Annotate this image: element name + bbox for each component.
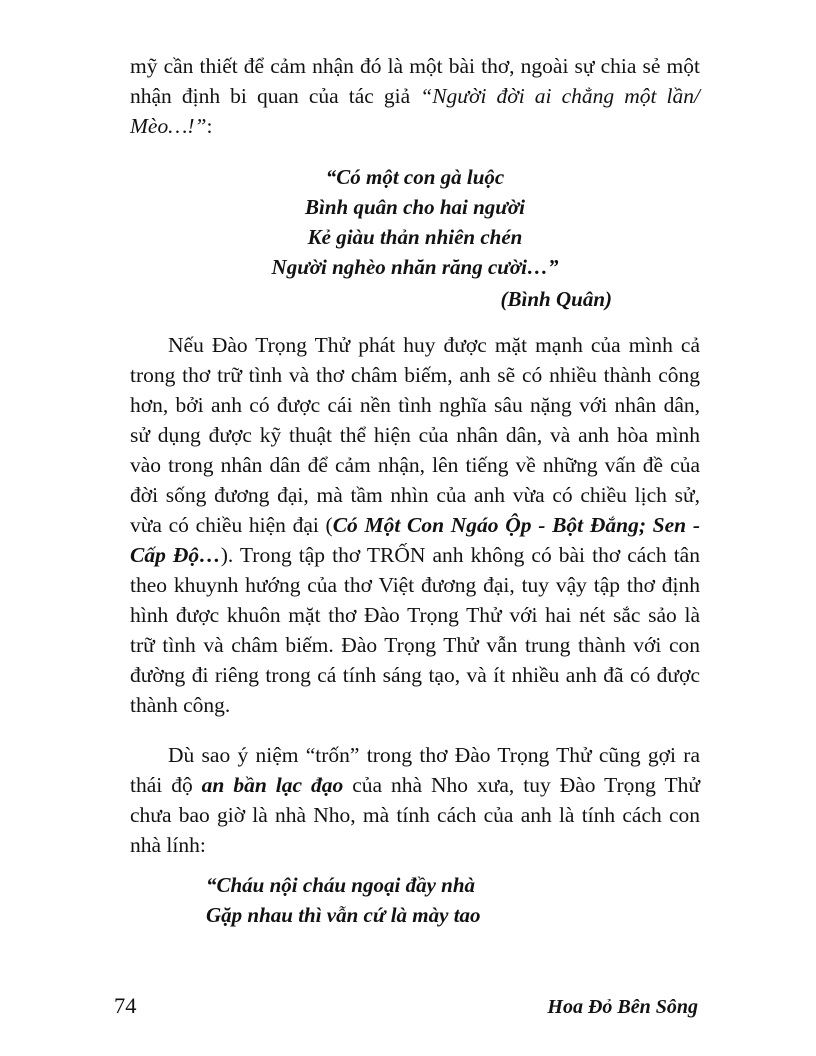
poem-binh-quan bbox=[130, 162, 700, 282]
book-title: Hoa Đỏ Bên Sông bbox=[547, 996, 698, 1018]
poem-chau-noi bbox=[130, 870, 700, 930]
page-number: 74 bbox=[114, 993, 137, 1018]
poem-line: “Có một con gà luộc bbox=[325, 165, 505, 189]
poem-line: Người nghèo nhăn răng cười…” bbox=[271, 255, 559, 279]
text-segment: của nhà Nho xưa, tuy Đào Trọng Thử chưa bao giờ là nhà Nho, mà tính cách của anh là tính cách con nhà lính: bbox=[130, 773, 700, 857]
text-segment: : bbox=[206, 114, 213, 138]
text-segment: Nếu Đào Trọng Thử phát huy được mặt mạnh của mình cả trong thơ trữ tình và thơ châm biếm, anh sẽ có nhiều thành công hơn, bởi anh có được cái nền tình nghĩa sâu nặng với nhân dân, sử dụng được kỹ thuật thể hiện của nhân dân, và anh hòa mình vào trong nhân dân để cảm nhận, lên tiếng về những vấn đề của đời sống đương đại, mà tầm nhìn của anh vừa có chiều lịch sử, vừa có chiều hiện đại ( bbox=[130, 333, 700, 537]
text-segment: ). Trong tập thơ TRỐN anh không có bài thơ cách tân theo khuynh hướng của thơ Việt đương đại, tuy vậy tập thơ định hình được khuôn mặt thơ Đào Trọng Thử với hai nét sắc sảo là trữ tình và châm biếm. Đào Trọng Thử vẫn trung thành với con đường đi riêng trong cá tính sáng tạo, và ít nhiều anh đã có được thành công. bbox=[130, 543, 700, 717]
poem-line: Gặp nhau thì vẫn cứ là mày tao bbox=[206, 903, 481, 927]
paragraph-continuation bbox=[130, 51, 700, 141]
paragraph-neu-dao-trong-thu bbox=[130, 330, 700, 720]
text-segment: mỹ cần thiết để cảm nhận đó là một bài thơ, ngoài sự chia sẻ một nhận định bi quan của tác giả bbox=[130, 54, 700, 108]
text-segment: an bần lạc đạo bbox=[201, 773, 344, 797]
poem-line: Bình quân cho hai người bbox=[305, 195, 525, 219]
text-segment: “Người đời ai chẳng một lần/ Mèo…!” bbox=[130, 84, 700, 138]
text-segment: Dù sao ý niệm “trốn” trong thơ Đào Trọng Thử cũng gợi ra thái độ bbox=[130, 743, 700, 797]
poem-attribution-text: (Bình Quân) bbox=[500, 287, 612, 311]
poem-line: “Cháu nội cháu ngoại đầy nhà bbox=[206, 873, 476, 897]
paragraph-du-sao-y-niem bbox=[130, 740, 700, 860]
poem-line: Kẻ giàu thản nhiên chén bbox=[307, 225, 523, 249]
text-segment: Có Một Con Ngáo Ộp - Bột Đắng; Sen - Cấp Độ… bbox=[130, 513, 700, 567]
poem-attribution bbox=[130, 287, 700, 312]
page-footer bbox=[114, 993, 698, 1019]
